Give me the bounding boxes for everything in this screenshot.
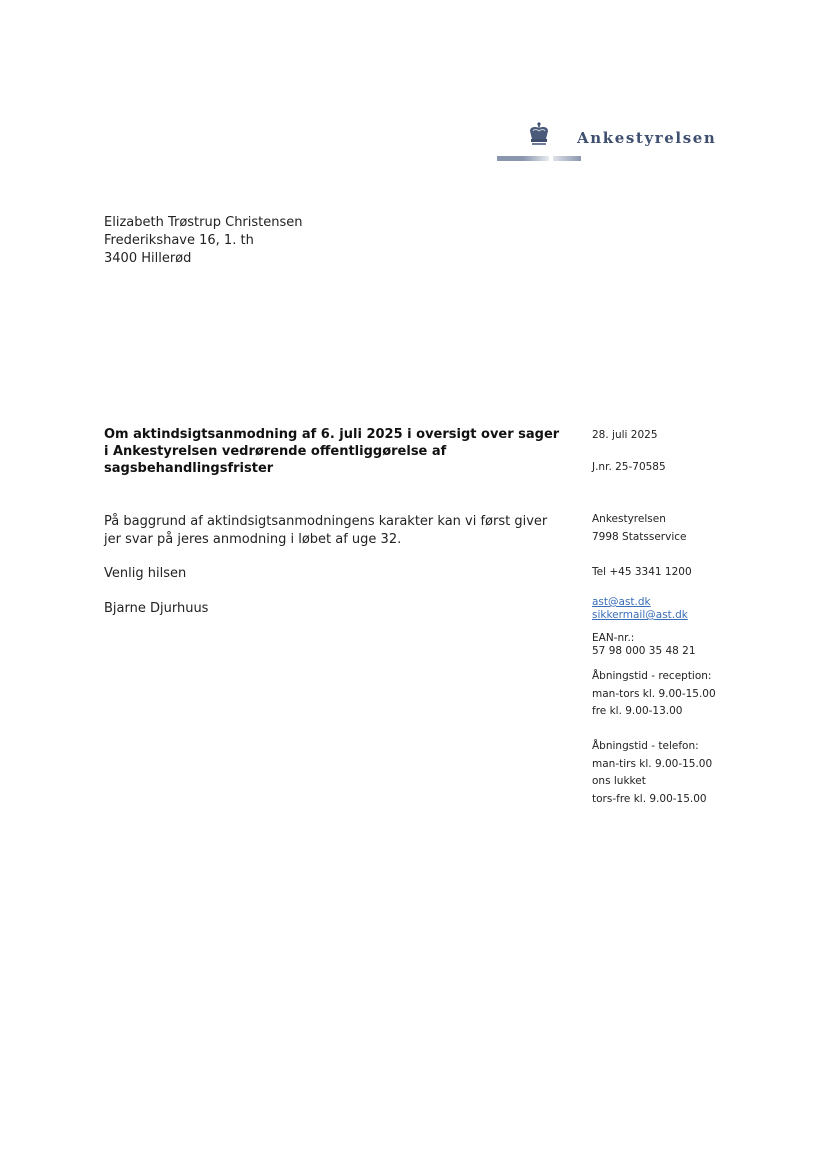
- email-link[interactable]: ast@ast.dk: [592, 596, 651, 608]
- reception-hours: [592, 668, 716, 721]
- recipient-address: [104, 214, 303, 268]
- reception-line: man-tors kl. 9.00-15.00: [592, 687, 716, 700]
- ean-number: 57 98 000 35 48 21: [592, 645, 696, 657]
- phone-hours: [592, 738, 712, 808]
- brand-name: Ankestyrelsen: [577, 129, 717, 147]
- phone-hours-heading: Åbningstid - telefon:: [592, 740, 699, 752]
- logo-bar: [497, 156, 523, 161]
- phone-hours-line: ons lukket: [592, 775, 646, 787]
- phone-hours-line: man-tirs kl. 9.00-15.00: [592, 757, 713, 770]
- ean-block: [592, 632, 696, 658]
- ankestyrelsen-logo: [497, 120, 747, 165]
- org-name: Ankestyrelsen: [592, 513, 666, 525]
- org-block: [592, 511, 686, 546]
- reception-line: fre kl. 9.00-13.00: [592, 705, 683, 717]
- recipient-name: Elizabeth Trøstrup Christensen: [104, 215, 303, 230]
- recipient-street: Frederikshave 16, 1. th: [104, 233, 254, 248]
- letter-subject: Om aktindsigtsanmodning af 6. juli 2025 i oversigt over sager i Ankestyrelsen vedrørende offentliggørelse af sagsbehandlingsfrister: [104, 427, 560, 476]
- secure-email-link[interactable]: sikkermail@ast.dk: [592, 609, 688, 621]
- email-block: [592, 596, 688, 622]
- crown-icon: [527, 122, 551, 148]
- reception-heading: Åbningstid - reception:: [592, 670, 712, 682]
- journal-number: J.nr. 25-70585: [592, 461, 666, 473]
- phone-hours-line: tors-fre kl. 9.00-15.00: [592, 792, 707, 805]
- body-paragraph: På baggrund af aktindsigtsanmodningens karakter kan vi først giver jer svar på jeres anmodning i løbet af uge 32.: [104, 514, 548, 547]
- logo-bar: [553, 156, 581, 161]
- phone-number: Tel +45 3341 1200: [592, 566, 692, 578]
- recipient-city: 3400 Hillerød: [104, 251, 192, 266]
- ean-label: EAN-nr.:: [592, 632, 635, 644]
- signature: Bjarne Djurhuus: [104, 601, 209, 616]
- letter-date: 28. juli 2025: [592, 429, 658, 441]
- org-address: 7998 Statsservice: [592, 530, 687, 543]
- logo-bar: [523, 156, 549, 161]
- closing: Venlig hilsen: [104, 566, 187, 581]
